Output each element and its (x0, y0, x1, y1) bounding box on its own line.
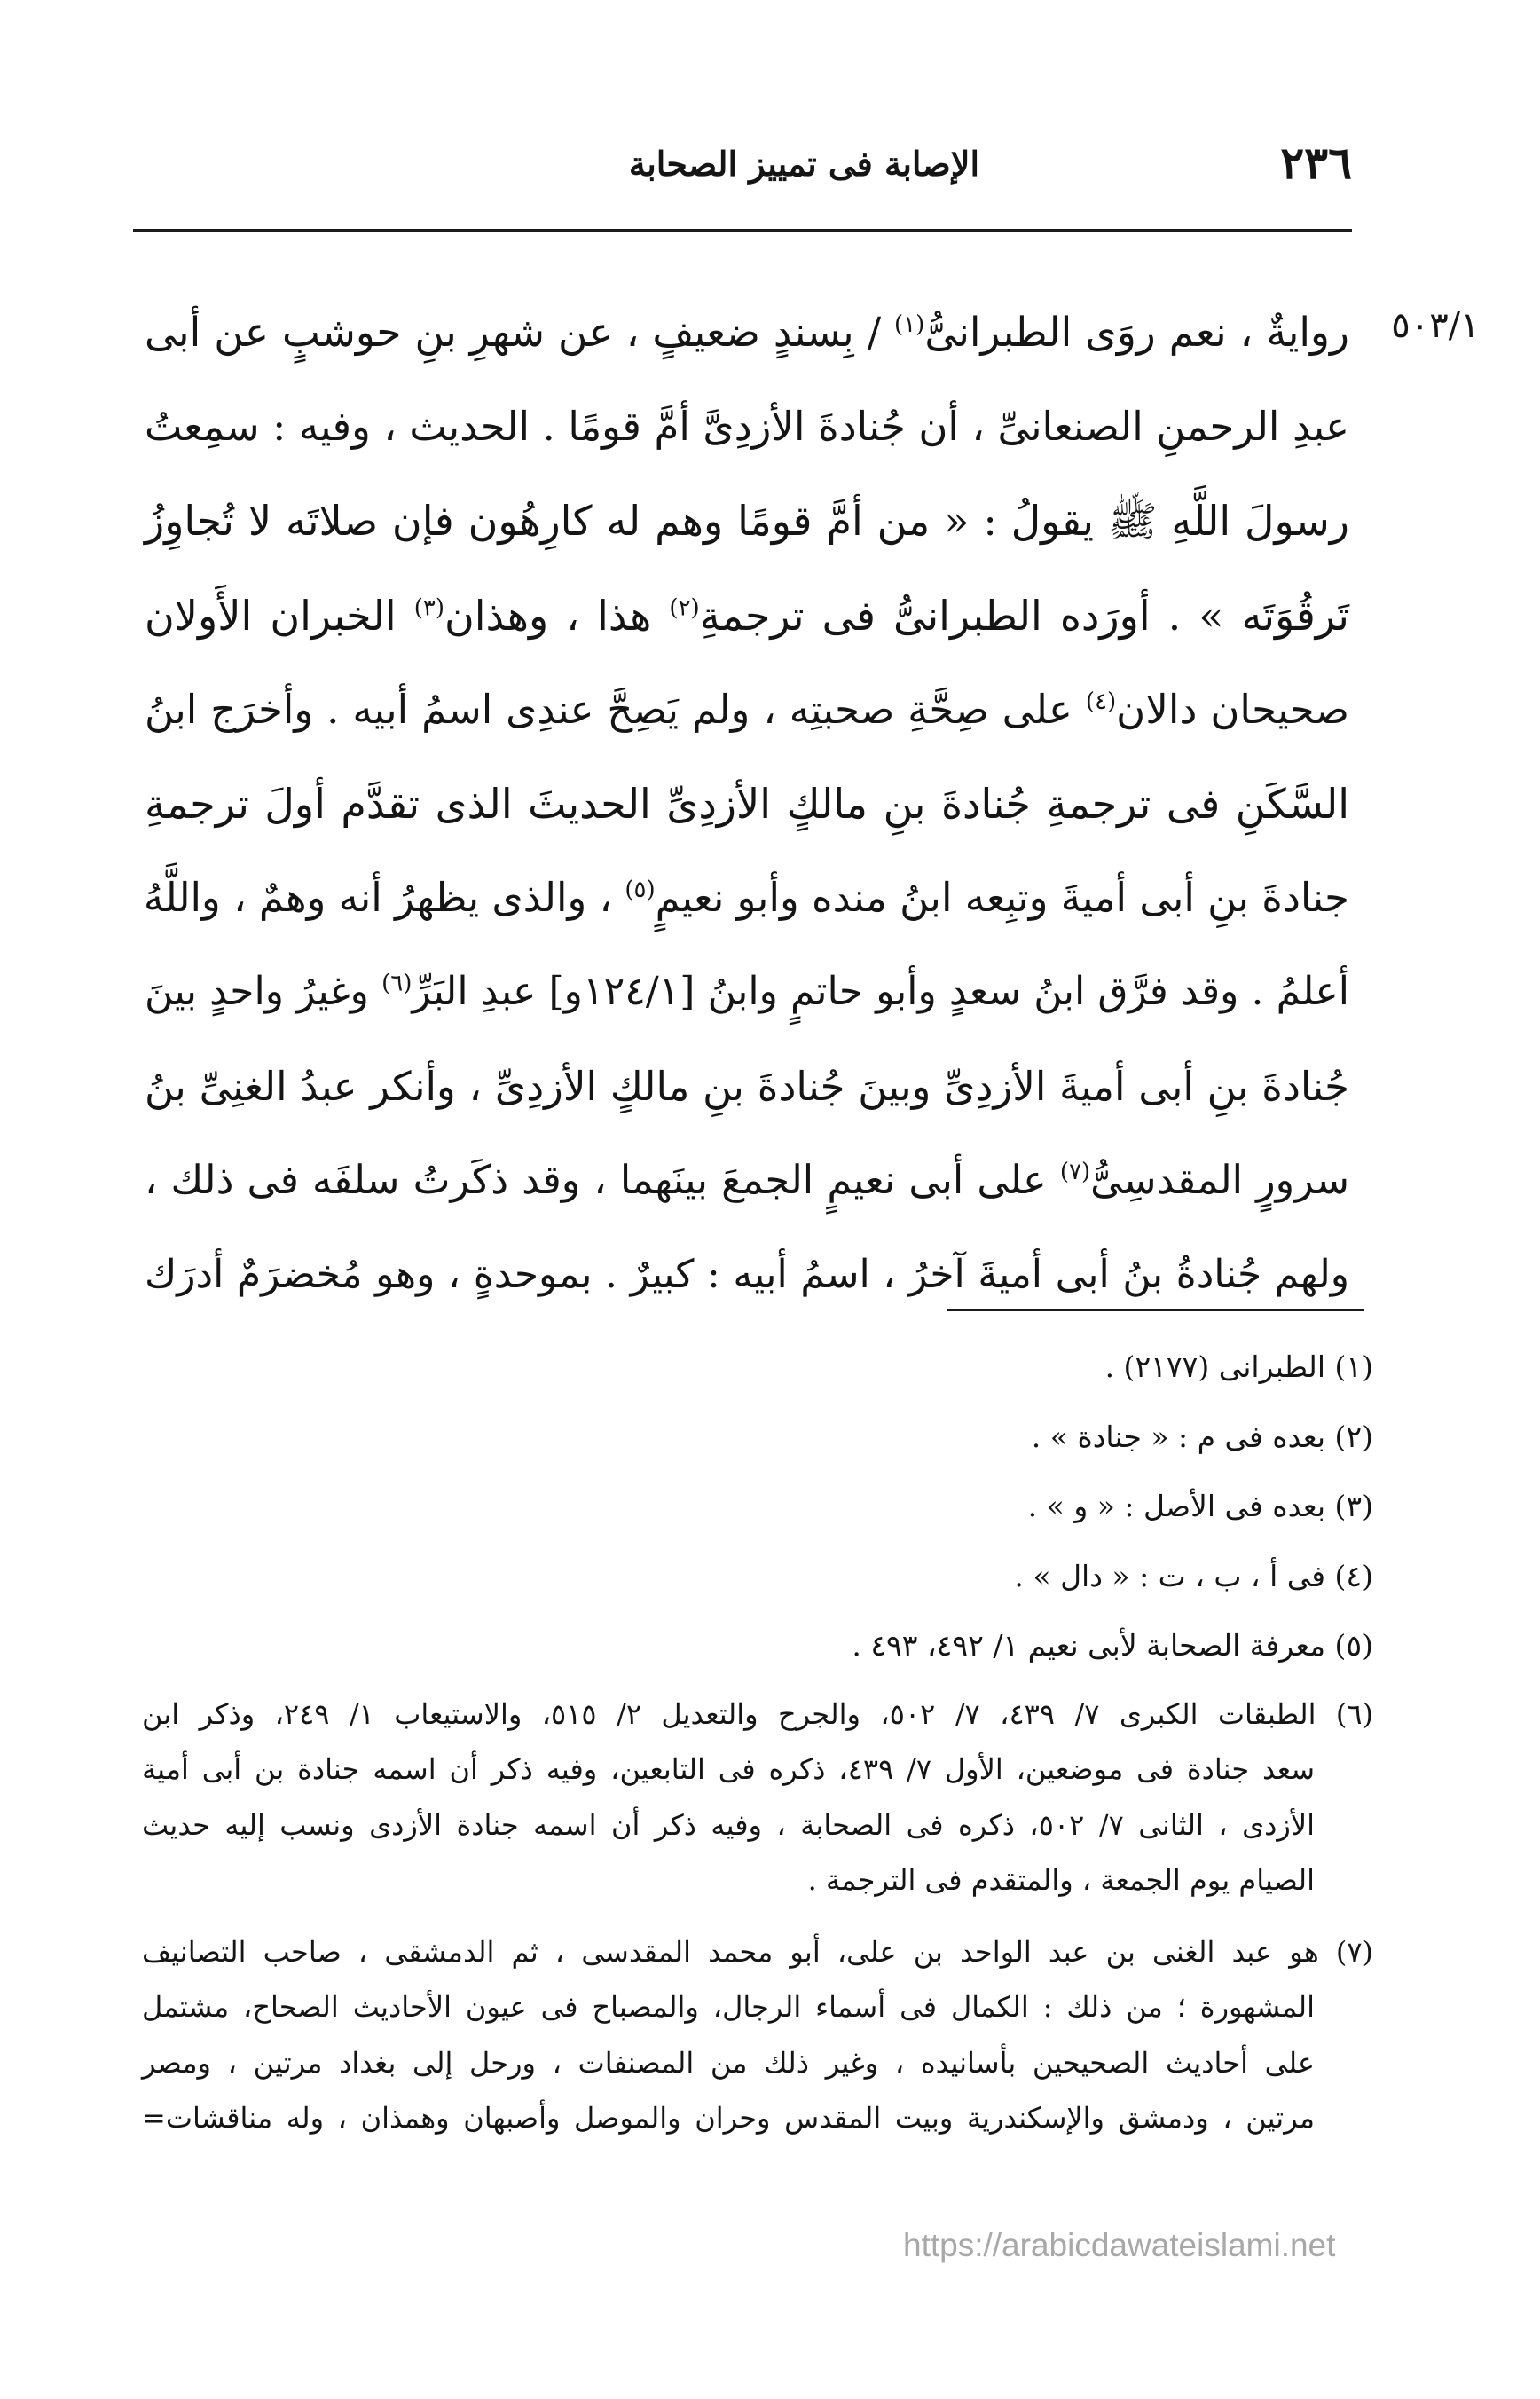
footnote-7-line: المشهورة ؛ من ذلك : الكمال فى أسماء الرجال، والمصباح فى عيون الأحاديث الصحاح، مشتمل (142, 1990, 1315, 2025)
footnotes-short (142, 1333, 1373, 1681)
footnote-marker: (٧) (1059, 1158, 1091, 1185)
footnote-6-line: (٦) الطبقات الكبرى ٧/ ٤٣٩، ٧/ ٥٠٢، والجرح والتعديل ٢/ ٥١٥، والاستيعاب ١/ ٢٤٩، وذكر ابن (142, 1696, 1374, 1731)
main-text (145, 286, 1349, 1322)
main-text-line: تَرقُوَتَه » . أورَده الطبرانىُّ فى ترجمةِ$^{(٢)}$ هذا ، وهذان$^{(٣)}$ الخبران الأَولان (145, 591, 1349, 640)
book-title: الإصابة فى تمييز الصحابة (628, 144, 979, 184)
page-header (133, 137, 1352, 189)
footnote-7-line: (٧) هو عبد الغنى بن عبد الواحد بن على، أبو محمد المقدسى ، ثم الدمشقى ، صاحب التصانيف (142, 1934, 1374, 1969)
footnote-marker: (٥) (625, 877, 656, 904)
footnote-separator (947, 1309, 1364, 1311)
footnote-marker: (٣) (413, 594, 444, 622)
footnote-5: (٥) معرفة الصحابة لأبى نعيم ١/ ٤٩٢، ٤٩٣ . (852, 1628, 1373, 1664)
footnote-6 (142, 1687, 1373, 1908)
main-text-line: ولهم جُنادةُ بنُ أبى أميةَ آخرُ ، اسمُ أبيه : كبيرٌ . بموحدةٍ ، وهو مُخضرَمٌ أدرَك (145, 1251, 1349, 1297)
footnote-marker: (١) (894, 311, 925, 338)
main-text-line: رسولَ اللَّهِ ﷺ يقولُ : « من أمَّ قومًا وهم له كارِهُون فإن صلاتَه لا تُجاوِزُ (145, 497, 1349, 546)
main-text-line: سرورٍ المقدسِىُّ$^{(٧)}$ على أبى نعيمٍ الجمعَ بينَهما ، وقد ذكَرتُ سلفَه فى ذلك ، (145, 1157, 1349, 1203)
footnote-marker: (٦) (381, 970, 412, 997)
footnote-7-line: على أحاديث الصحيحين بأسانيده ، وغير ذلك من المصنفات ، ورحل إلى بغداد مرتين ، ومصر (142, 2045, 1316, 2080)
footnote-1: (١) الطبرانى (٢١٧٧) . (1104, 1349, 1373, 1384)
header-rule (133, 229, 1352, 232)
footnote-marker: (٤) (1085, 688, 1117, 715)
footnote-3: (٣) بعده فى الأصل : « و » . (1027, 1489, 1373, 1524)
footnote-6-line: الأزدى ، الثانى ٧/ ٥٠٢، ذكره فى الصحابة ، وفيه ذكر أن اسمه جنادة الأزدى ونسب إليه حديث (142, 1807, 1316, 1842)
main-text-line: صحيحان دالان$^{(٤)}$ على صِحَّةِ صحبتِه ، ولم يَصِحَّ عندِى اسمُ أبيه . وأخرَج ابنُ (145, 685, 1349, 733)
footnote-7 (142, 1924, 1373, 2146)
footnote-4: (٤) فى أ ، ب ، ت : « دال » . (1014, 1558, 1373, 1593)
margin-reference: ٥٠٣/١ (1391, 305, 1480, 346)
footnote-2: (٢) بعده فى م : « جنادة » . (1031, 1419, 1373, 1454)
footnote-6-line: سعد جنادة فى موضعين، الأول ٧/ ٤٣٩، ذكره فى التابعين، وفيه ذكر أن اسمه جنادة بن أبى أمية (142, 1752, 1315, 1787)
watermark-url: https://arabicdawateislami.net (903, 2227, 1336, 2263)
page-number: ٢٣٦ (1280, 137, 1352, 189)
main-text-line: أعلمُ . وقد فرَّق ابنُ سعدٍ وأبو حاتمٍ وابنُ [١٢٤/١و] عبدِ البَرِّ$^{(٦)}$ وغيرُ واحدٍ بينَ (145, 969, 1350, 1015)
footnote-7-line: مرتين ، ودمشق والإسكندرية وبيت المقدس وحران والموصل وأصبهان وهمذان ، وله مناقشات= (142, 2101, 1315, 2136)
footnote-6-line: الصيام يوم الجمعة ، والمتقدم فى الترجمة . (807, 1863, 1315, 1898)
main-text-line: السَّكَنِ فى ترجمةِ جُنادةَ بنِ مالكٍ الأزدِىِّ الحديثَ الذى تقدَّم أولَ ترجمةِ (145, 779, 1349, 828)
main-text-line: روايةٌ ، نعم روَى الطبرانىُّ$^{(١)}$ / بِسندٍ ضعيفٍ ، عن شهرِ بنِ حوشبٍ عن أبى (145, 309, 1349, 356)
main-text-line: جُنادةَ بنِ أبى أميةَ الأزدِىِّ وبينَ جُنادةَ بنِ مالكٍ الأزدِىِّ ، وأنكر عبدُ الغنِىِّ بنُ (145, 1062, 1349, 1110)
footnote-marker: (٢) (669, 594, 700, 622)
main-text-line: جنادةَ بنِ أبى أميةَ وتبِعه ابنُ منده وأبو نعيمٍ$^{(٥)}$ ، والذى يظهرُ أنه وهمٌ ، واللَّهُ (143, 874, 1349, 922)
footnotes (142, 1333, 1373, 2146)
main-text-line: عبدِ الرحمنِ الصنعانىِّ ، أن جُنادةَ الأزدِىَّ أمَّ قومًا . الحديث ، وفيه : سمِعتُ (145, 403, 1349, 451)
